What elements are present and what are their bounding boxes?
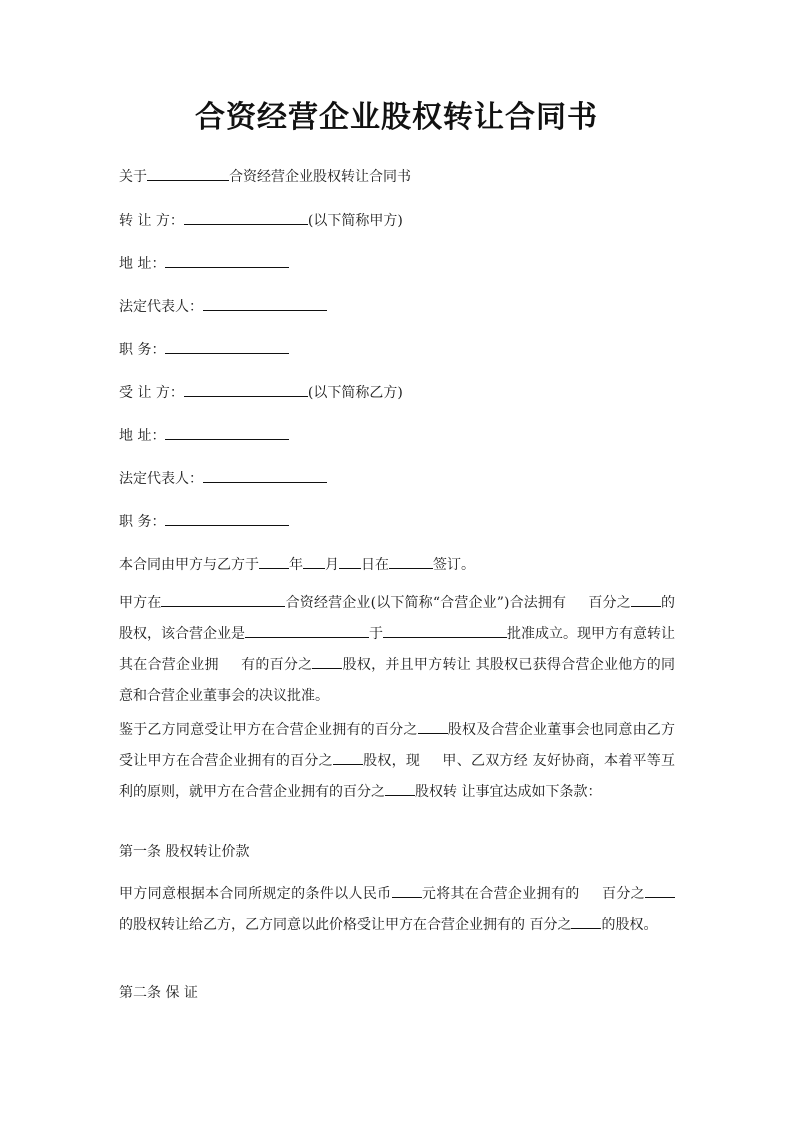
rep-label: 法定代表人： (119, 299, 203, 315)
text: 百分之 (601, 886, 646, 902)
text: 的股权转让给乙方，乙方同意以此价格受让甲方在合营企业拥有的 百分之 (119, 917, 572, 933)
text: 股权及合营企业董事会也同意由乙方受让甲方在合营企业拥有的百分之 (119, 722, 676, 769)
blank-field[interactable] (333, 750, 363, 765)
signing-text: 日在 (361, 557, 389, 573)
text: 股权，并且甲方转让 其股权已获得合营企业他方的同意和合营企业董事会的决议批准。 (119, 657, 676, 704)
text: 有的百分之 (240, 657, 313, 673)
paragraph-whereas (119, 715, 675, 808)
blank-field[interactable] (571, 914, 601, 929)
paragraph-ownership (119, 588, 675, 712)
signing-line (119, 554, 475, 575)
transferee-position-field[interactable] (165, 511, 289, 526)
transferor-address-field[interactable] (165, 253, 289, 268)
transferor-address-line (119, 253, 289, 274)
text: 的股权。 (601, 917, 658, 933)
intro-line (119, 166, 411, 187)
blank-field[interactable] (161, 592, 285, 607)
position-label: 职 务： (119, 342, 166, 358)
transferor-party-line (119, 210, 403, 231)
position-label: 职 务： (119, 514, 166, 530)
text: 股权转 让事宜达成如下条款： (415, 784, 602, 800)
intro-prefix: 关于 (119, 169, 147, 185)
blank-field[interactable] (645, 883, 675, 898)
month-field[interactable] (303, 554, 325, 569)
text: 批准成立。现甲方有意转让其在合营企业拥 (119, 626, 675, 673)
transferee-label: 受 让 方： (119, 385, 184, 401)
transferor-rep-field[interactable] (203, 296, 327, 311)
transferee-rep-field[interactable] (203, 468, 327, 483)
text: 股权，现 (362, 753, 421, 769)
text: 合资经营企业(以下简称“合营企业”)合法拥有 (285, 595, 567, 611)
transferee-address-line (119, 425, 289, 446)
transferor-note: (以下简称甲方) (307, 213, 403, 229)
place-field[interactable] (389, 554, 433, 569)
paragraph-price (119, 879, 675, 941)
transferee-party-line (119, 382, 403, 403)
transferor-rep-line (119, 296, 327, 317)
address-label: 地 址： (119, 256, 166, 272)
blank-field[interactable] (147, 166, 229, 181)
day-field[interactable] (339, 554, 361, 569)
document-title: 合资经营企业股权转让合同书 (195, 100, 598, 135)
transferee-name-field[interactable] (184, 382, 308, 397)
price-field[interactable] (392, 883, 422, 898)
transferee-note: (以下简称乙方) (307, 385, 403, 401)
address-label: 地 址： (119, 428, 166, 444)
blank-field[interactable] (245, 623, 369, 638)
article1-heading: 第一条 股权转让价款 (119, 844, 250, 860)
text: 甲方同意根据本合同所规定的条件以人民币 (119, 886, 392, 902)
blank-field[interactable] (631, 592, 661, 607)
signing-text: 年 (289, 557, 303, 573)
signing-text: 本合同由甲方与乙方于 (119, 557, 259, 573)
text: 甲方在 (119, 595, 162, 611)
text: 的股权，该合营企业是 (119, 595, 676, 642)
text: 鉴于乙方同意受让甲方在合营企业拥有的百分之 (119, 722, 418, 738)
text: 于 (369, 626, 383, 642)
blank-field[interactable] (383, 623, 507, 638)
blank-field[interactable] (418, 719, 448, 734)
blank-field[interactable] (312, 654, 342, 669)
transferor-label: 转 让 方： (119, 213, 184, 229)
transferor-name-field[interactable] (184, 210, 308, 225)
signing-text: 月 (325, 557, 339, 573)
transferee-address-field[interactable] (165, 425, 289, 440)
text: 元将其在合营企业拥有的 (421, 886, 580, 902)
transferor-position-field[interactable] (165, 339, 289, 354)
rep-label: 法定代表人： (119, 471, 203, 487)
year-field[interactable] (259, 554, 289, 569)
text: 百分之 (588, 595, 631, 611)
blank-field[interactable] (385, 781, 415, 796)
article2-heading: 第二条 保 证 (119, 985, 198, 1001)
transferor-position-line (119, 339, 289, 360)
transferee-rep-line (119, 468, 327, 489)
signing-text: 签订。 (433, 557, 475, 573)
intro-suffix: 合资经营企业股权转让合同书 (229, 169, 411, 185)
text: 甲、乙双方经 友好协商，本着平等互利的原则，就甲方在合营企业拥有的百分之 (119, 753, 676, 800)
transferee-position-line (119, 511, 289, 532)
